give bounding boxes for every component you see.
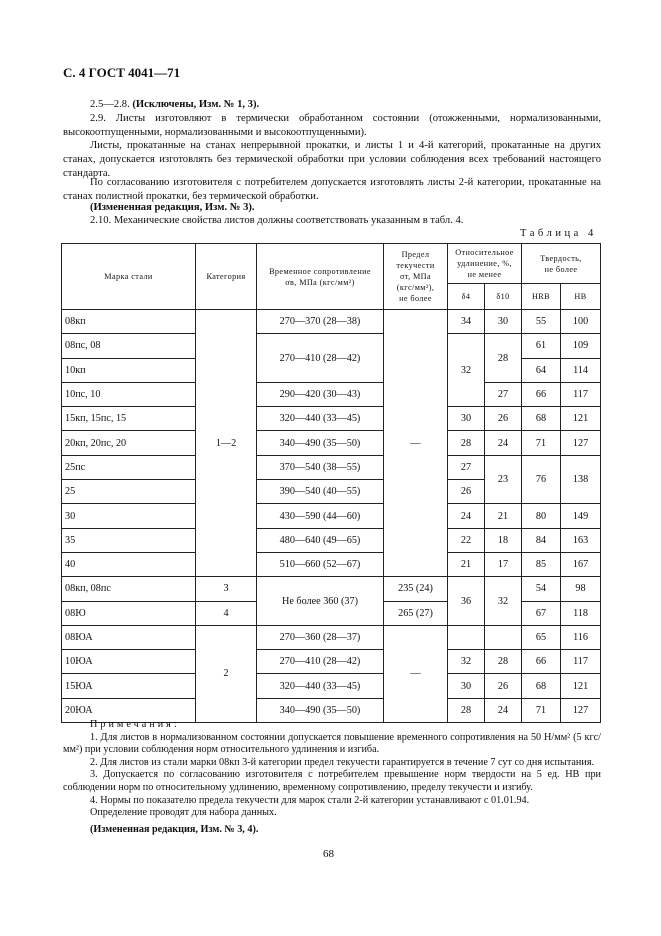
table-cell: 138 — [561, 455, 601, 504]
table-cell: 118 — [561, 601, 601, 625]
table-row — [62, 674, 601, 698]
table-cell: 08кп — [62, 310, 196, 334]
table-cell: 28 — [485, 650, 522, 674]
table-row — [62, 528, 601, 552]
table-row — [62, 577, 601, 601]
table-cell: 71 — [522, 431, 561, 455]
table-cell: 24 — [448, 504, 485, 528]
table-cell: 510—660 (52—67) — [257, 552, 384, 576]
table-row — [62, 431, 601, 455]
table-cell: 18 — [485, 528, 522, 552]
table-row — [62, 310, 601, 334]
table-cell: 68 — [522, 674, 561, 698]
table-cell: 21 — [485, 504, 522, 528]
table-cell: 27 — [448, 455, 485, 479]
table-cell: 100 — [561, 310, 601, 334]
table-cell: 3 — [196, 577, 257, 601]
note-2: 2. Для листов из стали марки 08кп 3-й категории предел текучести гарантируется в течение 7 сут со дня испытания. — [90, 756, 595, 768]
table-cell: 66 — [522, 382, 561, 406]
table-cell: 68 — [522, 407, 561, 431]
table-cell: 30 — [448, 674, 485, 698]
para-2-5-excluded: (Исключены, Изм. № 1, 3). — [132, 99, 260, 110]
table-cell: — — [384, 625, 448, 722]
note-5: Определение проводят для набора данных. — [90, 807, 277, 819]
table-cell: 67 — [522, 601, 561, 625]
table-cell: 270—370 (28—38) — [257, 310, 384, 334]
table-cell: 28 — [485, 334, 522, 383]
col-header-elongation: Относительное удлинение, %, не менее — [448, 244, 522, 284]
col-header-d4: δ4 — [448, 284, 485, 310]
note-1: 1. Для листов в нормализованном состоянии допускается повышение временного сопротивления на 50 Н/мм² (5 кгс/мм²) при условии соблюдения норм относительного удлинения и изгиба. — [63, 731, 601, 756]
table-cell: 235 (24) — [384, 577, 448, 601]
notes-title: Примечания: — [90, 719, 180, 730]
table-cell: 2 — [196, 625, 257, 722]
col-header-tensile: Временное сопротивление σв, МПа (кгс/мм²) — [257, 244, 384, 310]
table-cell: 320—440 (33—45) — [257, 674, 384, 698]
table-cell: 27 — [485, 382, 522, 406]
table-cell: 26 — [448, 480, 485, 504]
table-cell: 08ЮА — [62, 625, 196, 649]
table-cell: 270—410 (28—42) — [257, 650, 384, 674]
table-cell: 08кп, 08пс — [62, 577, 196, 601]
table-cell: 121 — [561, 674, 601, 698]
table-cell: 32 — [485, 577, 522, 626]
table-row — [62, 407, 601, 431]
table-cell: Не более 360 (37) — [257, 577, 384, 626]
table-caption: Таблица 4 — [520, 228, 597, 239]
col-header-hb: HB — [561, 284, 601, 310]
table-cell: 98 — [561, 577, 601, 601]
table-cell: 116 — [561, 625, 601, 649]
table-cell: 117 — [561, 382, 601, 406]
col-header-hardness: Твердость, не более — [522, 244, 601, 284]
table-cell: 163 — [561, 528, 601, 552]
table-cell: 28 — [448, 698, 485, 722]
table-cell: 17 — [485, 552, 522, 576]
table-row — [62, 504, 601, 528]
table-cell: 10кп — [62, 358, 196, 382]
amend-note-3-4: (Измененная редакция, Изм. № 3, 4). — [90, 823, 259, 835]
table-row — [62, 382, 601, 406]
table-cell: 76 — [522, 455, 561, 504]
table-cell: 08Ю — [62, 601, 196, 625]
table-row — [62, 625, 601, 649]
table-cell: 54 — [522, 577, 561, 601]
table-cell: 117 — [561, 650, 601, 674]
note-3: 3. Допускается по согласованию изготовителя с потребителем превышение норм твердости на 5 ед. HB при соблюдении норм по относительному удлинению, временному сопротивлению, пределу текучести и изгибу. — [63, 769, 601, 793]
table-cell: 340—490 (35—50) — [257, 698, 384, 722]
table-cell: 61 — [522, 334, 561, 358]
table-cell: 64 — [522, 358, 561, 382]
para-agreement: По согласованию изготовителя с потребителем допускается изготовлять листы 2-й категории, прокатанные на станах полистной прокатки, без термической обработки. — [63, 177, 601, 203]
table-cell: 15кп, 15пс, 15 — [62, 407, 196, 431]
table-cell: 10пс, 10 — [62, 382, 196, 406]
table-cell: 23 — [485, 455, 522, 504]
table-cell: 114 — [561, 358, 601, 382]
table-notes — [63, 719, 601, 836]
table-cell: 55 — [522, 310, 561, 334]
table-cell: 265 (27) — [384, 601, 448, 625]
table-cell: 08пс, 08 — [62, 334, 196, 358]
col-header-d10: δ10 — [485, 284, 522, 310]
table-cell: 20кп, 20пс, 20 — [62, 431, 196, 455]
table-cell: 80 — [522, 504, 561, 528]
table-cell: 34 — [448, 310, 485, 334]
table-cell — [485, 625, 522, 649]
table-cell: 25пс — [62, 455, 196, 479]
table-cell: 85 — [522, 552, 561, 576]
table-cell: 22 — [448, 528, 485, 552]
table-cell: 24 — [485, 431, 522, 455]
table-row — [62, 650, 601, 674]
para-2-10: 2.10. Механические свойства листов должны соответствовать указанным в табл. 4. — [90, 215, 464, 226]
col-header-grade: Марка стали — [62, 244, 196, 310]
table-cell: 109 — [561, 334, 601, 358]
table-cell: 24 — [485, 698, 522, 722]
para-2-9: 2.9. Листы изготовляют в термически обработанном состоянии (отожженными, нормализованными, высокоотпущенными, нормализованными и высокоотпущенными). — [63, 113, 601, 139]
table-cell: 320—440 (33—45) — [257, 407, 384, 431]
table-cell: 66 — [522, 650, 561, 674]
table-cell: 127 — [561, 698, 601, 722]
table-cell: 10ЮА — [62, 650, 196, 674]
table-cell: 26 — [485, 407, 522, 431]
table-cell: 270—360 (28—37) — [257, 625, 384, 649]
table-row — [62, 552, 601, 576]
page-number: 68 — [323, 848, 334, 860]
para-continuous-rolling: Листы, прокатанные на станах непрерывной прокатки, и листы 1 и 4-й категорий, прокатанные на других станах, допускается изготовлять без термической обработки при условии соблюдения всех требований настоящего стандарта. — [63, 140, 601, 180]
amend-note-3: (Измененная редакция, Изм. № 3). — [90, 202, 255, 213]
yield-cell: — — [384, 310, 448, 577]
table-cell: 30 — [62, 504, 196, 528]
table-cell: 21 — [448, 552, 485, 576]
table-cell: 340—490 (35—50) — [257, 431, 384, 455]
category-cell: 1—2 — [196, 310, 257, 577]
col-header-hrb: HRB — [522, 284, 561, 310]
table-cell: 430—590 (44—60) — [257, 504, 384, 528]
table-cell: 15ЮА — [62, 674, 196, 698]
table-cell: 20ЮА — [62, 698, 196, 722]
table-cell: 28 — [448, 431, 485, 455]
para-2-5 — [63, 98, 601, 112]
para-2-5-num: 2.5—2.8. — [90, 99, 133, 110]
table-cell: 290—420 (30—43) — [257, 382, 384, 406]
table-cell: 480—640 (49—65) — [257, 528, 384, 552]
table-cell: 121 — [561, 407, 601, 431]
col-header-category: Категория — [196, 244, 257, 310]
table-cell: 40 — [62, 552, 196, 576]
table-cell: 30 — [448, 407, 485, 431]
table-cell: 25 — [62, 480, 196, 504]
mechanical-properties-table — [61, 243, 601, 723]
table-cell: 71 — [522, 698, 561, 722]
table-cell: 65 — [522, 625, 561, 649]
table-cell: 167 — [561, 552, 601, 576]
col-header-yield: Предел текучести σт, МПа (кгс/мм²), не более — [384, 244, 448, 310]
table-cell: 370—540 (38—55) — [257, 455, 384, 479]
table-cell: 84 — [522, 528, 561, 552]
table-cell: 32 — [448, 334, 485, 407]
note-4: 4. Нормы по показателю предела текучести для марок стали 2-й категории устанавливают с 01.01.94. — [90, 794, 530, 806]
table-cell: 32 — [448, 650, 485, 674]
table-cell: 270—410 (28—42) — [257, 334, 384, 383]
table-cell: 26 — [485, 674, 522, 698]
table-cell: 127 — [561, 431, 601, 455]
table-cell: 36 — [448, 577, 485, 626]
table-cell: 390—540 (40—55) — [257, 480, 384, 504]
table-cell: 149 — [561, 504, 601, 528]
table-cell: 35 — [62, 528, 196, 552]
table-row — [62, 455, 601, 479]
table-row — [62, 334, 601, 358]
table-cell: 4 — [196, 601, 257, 625]
page-header: С. 4 ГОСТ 4041—71 — [63, 65, 181, 80]
table-cell: 30 — [485, 310, 522, 334]
table-cell — [448, 625, 485, 649]
